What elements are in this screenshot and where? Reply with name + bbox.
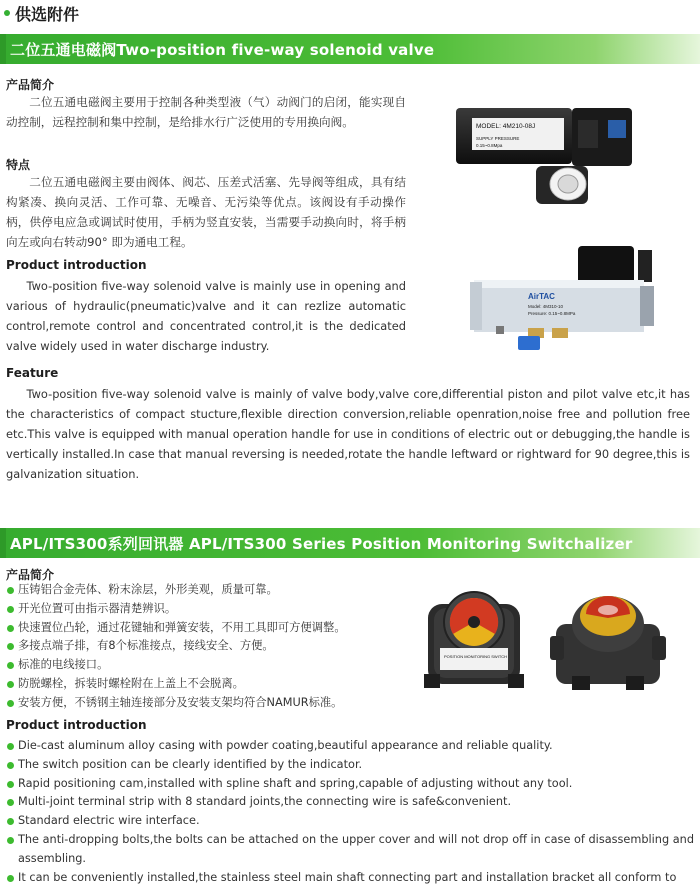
title-bullet-icon	[4, 10, 10, 16]
list-item: Die-cast aluminum alloy casing with powder coating,beautiful appearance and reliable quality.	[6, 737, 694, 756]
en-feature-heading: Feature	[6, 366, 59, 380]
coil-range-label: 0.15~0.8Mpa	[476, 143, 503, 148]
solenoid-coil-image	[452, 100, 652, 210]
section-title: APL/ITS300系列回讯器 APL/ITS300 Series Position Monitoring Switchalizer	[10, 534, 633, 553]
position-switch-front-image	[420, 578, 528, 694]
cn-feature-text: 二位五通电磁阀主要由阀体、阀芯、压差式活塞、先导阀等组成，具有结构紧凑、换向灵活、工作可靠、无噪音、无污染等优点。该阀设有手动操作柄，供停电应急或调试时使用，手柄为竖直安装，当需要手动换向时，将手柄向左或向右转动90° 即为通电工程。	[6, 175, 406, 249]
list-item: 快速置位凸轮，通过花键轴和弹簧安装，不用工具即可方便调整。	[6, 619, 426, 638]
switch-label: POSITION MONITORING SWITCH	[444, 654, 508, 659]
en-intro-text: Two-position five-way solenoid valve is mainly use in opening and various of hydraulic(pneumatic)valve and it can rezlize automatic control,remote control and concentrated control,it is the dedicated valve widely used in water discharge industry.	[6, 279, 406, 353]
list-item: 压铸铝合金壳体、粉末涂层，外形美观，质量可靠。	[6, 581, 426, 600]
list-item: 开光位置可由指示器清楚辨识。	[6, 600, 426, 619]
section-title: 二位五通电磁阀Two-position five-way solenoid valve	[10, 40, 435, 59]
cn-intro-heading: 产品简介	[6, 78, 55, 92]
list-item: 多接点端子排，有8个标准接点，接线安全、方便。	[6, 637, 426, 656]
page-title-text: 供选附件	[15, 4, 80, 24]
cn-intro-heading-2: 产品简介	[6, 568, 55, 582]
en-intro-heading-2: Product introduction	[6, 718, 147, 732]
cn-feature-heading: 特点	[6, 158, 31, 172]
en-feature-list	[6, 737, 694, 887]
valve-pressure-label: Pressure: 0.15~0.8MPa	[528, 311, 576, 316]
list-item: 标准的电线接口。	[6, 656, 426, 675]
section-header-accent	[0, 528, 6, 558]
list-item: It can be conveniently installed,the stainless steel main shaft connecting part and installation bracket all conform to	[6, 869, 694, 887]
position-switch-side-image	[546, 584, 670, 694]
coil-model-label: MODEL: 4M210-08J	[476, 123, 536, 130]
cn-feature-list	[6, 581, 426, 713]
valve-model-label: Model: 4M310-10	[528, 304, 564, 309]
list-item: 防脱螺栓，拆装时螺栓附在上盖上不会脱离。	[6, 675, 426, 694]
valve-body-image	[466, 240, 662, 352]
coil-supply-label: SUPPLY PRESSURE	[476, 136, 520, 141]
page-title	[4, 2, 79, 24]
section-header-accent	[0, 34, 6, 64]
valve-brand-label: AirTAC	[528, 292, 555, 301]
en-feature-text: Two-position five-way solenoid valve is mainly of valve body,valve core,differential piston and pilot valve etc,it has the characteristics of compact stucture,flexible direction conversion,reliable openration,noise free and pollution free etc.This valve is equipped with manual operation handle for use in conditions of electric out or debugging,the handle is vertically installed.In case that manual reversing is needed,rotate the handle leftward or rightward for 90 degree,this is galvanization situation.	[6, 387, 690, 481]
section-header-position-switch	[0, 528, 700, 558]
section-header-solenoid-valve	[0, 34, 700, 64]
list-item: Standard electric wire interface.	[6, 812, 694, 831]
en-intro-heading: Product introduction	[6, 258, 147, 272]
list-item: Rapid positioning cam,installed with spline shaft and spring,capable of adjusting without any tool.	[6, 775, 694, 794]
list-item: Multi-joint terminal strip with 8 standard joints,the connecting wire is safe&convenient.	[6, 793, 694, 812]
cn-intro-text: 二位五通电磁阀主要用于控制各种类型液（气）动阀门的启闭，能实现自动控制，远程控制和集中控制，是给排水行广泛使用的专用换向阀。	[6, 95, 406, 129]
list-item: The switch position can be clearly identified by the indicator.	[6, 756, 694, 775]
list-item: The anti-dropping bolts,the bolts can be attached on the upper cover and will not drop off in case of disassembling and assembling.	[6, 831, 694, 869]
list-item: 安装方便，不锈钢主轴连接部分及安装支架均符合NAMUR标准。	[6, 694, 426, 713]
